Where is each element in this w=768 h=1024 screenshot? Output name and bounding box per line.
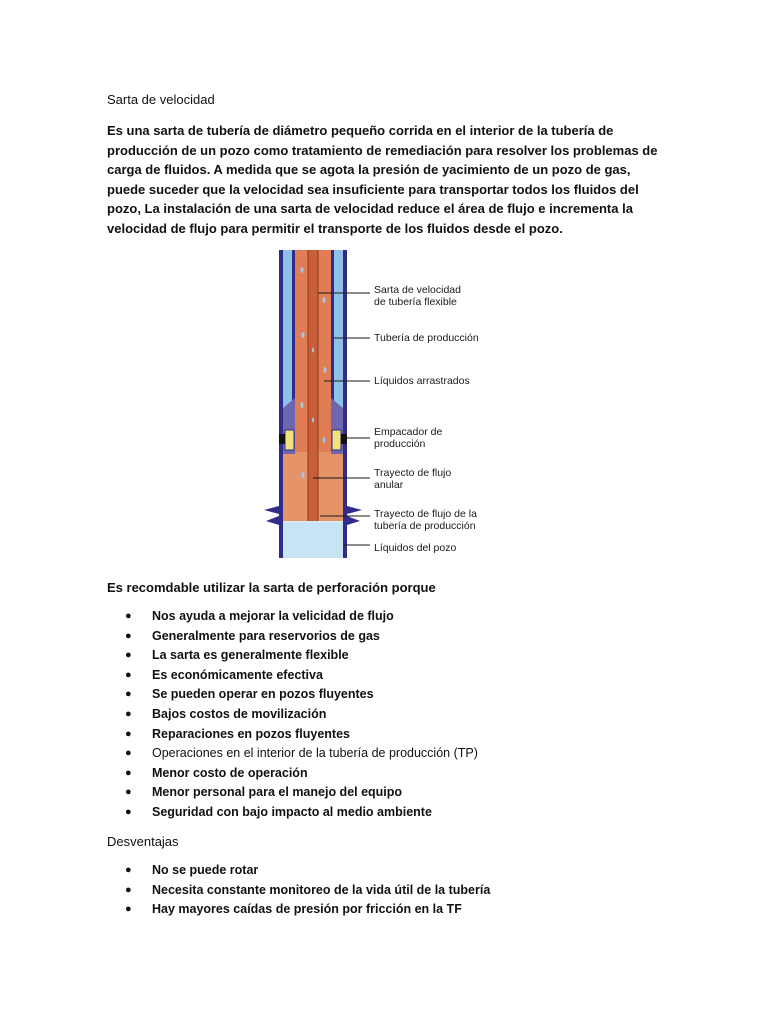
- packer-seal-left: [285, 430, 294, 450]
- list-item: [125, 607, 478, 627]
- list-item: [125, 705, 478, 725]
- label-velocity-string: Sarta de velocidad de tubería flexible: [374, 284, 461, 308]
- list-item-text: Operaciones en el interior de la tubería de producción (TP): [152, 746, 478, 761]
- list-item: [125, 627, 478, 647]
- list-item-text: Generalmente para reservorios de gas: [152, 628, 380, 643]
- list-item-text: Hay mayores caídas de presión por fricción en la TF: [152, 902, 462, 917]
- section-title: Sarta de velocidad: [107, 92, 215, 107]
- casing-left-wall: [279, 250, 283, 558]
- list-item-text: Seguridad con bajo impacto al medio ambiente: [152, 804, 432, 819]
- bullet-icon: ●: [125, 727, 132, 740]
- label-entrained-liquids: Líquidos arrastrados: [374, 375, 470, 387]
- bullet-icon: ●: [125, 649, 132, 662]
- bullet-icon: ●: [125, 707, 132, 720]
- label-tubing-flow-path: Trayecto de flujo de la tubería de producción: [374, 508, 477, 532]
- list-item: [125, 685, 478, 705]
- bullet-icon: ●: [125, 747, 132, 760]
- bullet-icon: ●: [125, 786, 132, 799]
- label-annular-flow-path: Trayecto de flujo anular: [374, 467, 452, 491]
- bullet-icon: ●: [125, 903, 132, 916]
- intro-paragraph: Es una sarta de tubería de diámetro pequeño corrida en el interior de la tubería de producción de un pozo como tratamiento de remediación para resolver los problemas de carga de fluidos. A medida que se agota la presión de yacimiento de un pozo de gas, puede suceder que la velocidad sea insuficiente para transportar todos los fluidos del pozo, La instalación de una sarta de velocidad reduce el área de flujo e incrementa la velocidad de flujo para permitir el transporte de los fluidos desde el pozo.: [107, 123, 658, 236]
- bullet-icon: ●: [125, 883, 132, 896]
- list-item-text: Se pueden operar en pozos fluyentes: [152, 687, 374, 702]
- velocity-string-diagram: [258, 240, 518, 562]
- bullet-icon: ●: [125, 864, 132, 876]
- list-item-text: La sarta es generalmente flexible: [152, 648, 349, 663]
- list-item: [125, 764, 478, 784]
- list-item: [125, 803, 478, 823]
- list-item-text: Nos ayuda a mejorar la velicidad de flujo: [152, 609, 394, 623]
- bullet-icon: ●: [125, 766, 132, 779]
- list-item: [125, 900, 490, 920]
- list-item-text: Menor personal para el manejo del equipo: [152, 785, 403, 800]
- packer-seal-right: [332, 430, 341, 450]
- label-production-packer: Empacador de producción: [374, 426, 443, 450]
- bullet-icon: ●: [125, 688, 132, 701]
- list-item-text: Necesita constante monitoreo de la vida útil de la tubería: [152, 882, 491, 897]
- advantages-heading: Es recomdable utilizar la sarta de perforación porque: [107, 580, 436, 595]
- coiled-tubing: [308, 250, 318, 522]
- list-item: [125, 783, 478, 803]
- list-item: [125, 646, 478, 666]
- list-item: [125, 725, 478, 745]
- list-item-text: Reparaciones en pozos fluyentes: [152, 726, 350, 741]
- list-item: [125, 666, 478, 686]
- bullet-icon: ●: [125, 610, 132, 622]
- packer-slip-right: [341, 434, 347, 444]
- label-production-tubing: Tubería de producción: [374, 332, 479, 344]
- disadvantages-heading: Desventajas: [107, 834, 179, 849]
- bullet-icon: ●: [125, 668, 132, 681]
- list-item-text: No se puede rotar: [152, 863, 259, 877]
- list-item-text: Bajos costos de movilización: [152, 706, 327, 721]
- bullet-icon: ●: [125, 805, 132, 818]
- packer-slip-left: [279, 434, 285, 444]
- label-well-liquids: Líquidos del pozo: [374, 542, 457, 554]
- list-item: [125, 744, 478, 764]
- well-liquids: [283, 522, 343, 558]
- bullet-icon: ●: [125, 629, 132, 642]
- list-item-text: Es económicamente efectiva: [152, 667, 323, 682]
- disadvantages-list: [125, 861, 490, 920]
- list-item: [125, 881, 490, 901]
- list-item-text: Menor costo de operación: [152, 765, 308, 780]
- casing-right-wall: [343, 250, 347, 558]
- list-item: [125, 861, 490, 881]
- advantages-list: [125, 607, 478, 823]
